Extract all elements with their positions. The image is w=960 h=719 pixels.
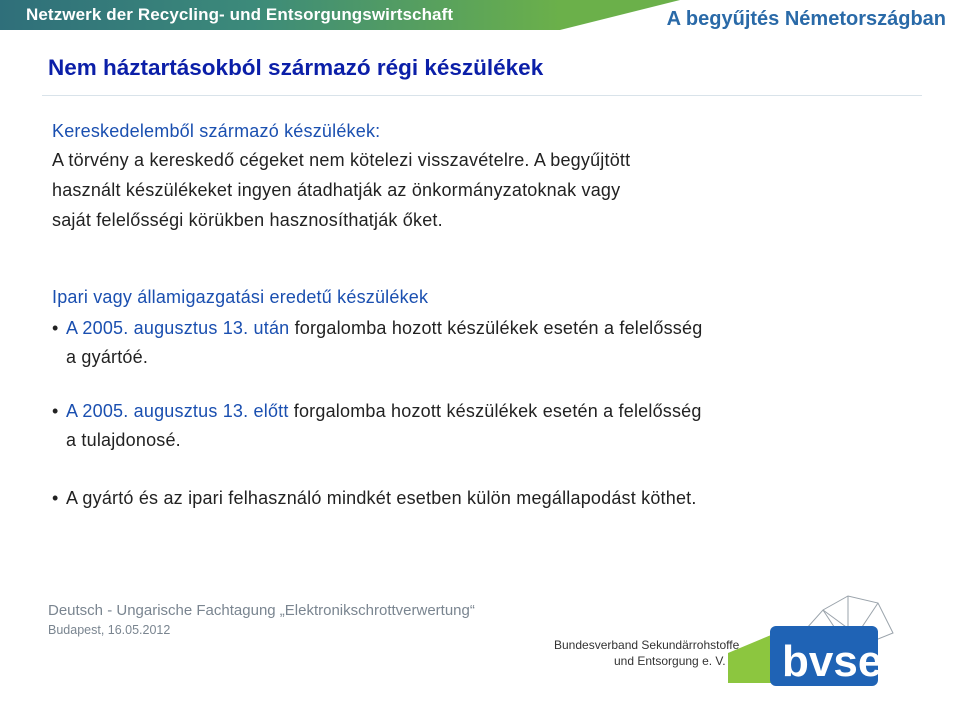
logo-org-line-2: und Entsorgung e. V. — [614, 654, 726, 668]
logo-text: bvse — [782, 637, 883, 686]
bullet-text-after: forgalomba hozott készülékek esetén a felelősség — [289, 318, 703, 338]
bullet-dot-icon: • — [52, 401, 59, 421]
retail-line-1: A törvény a kereskedő cégeket nem kötelezi visszavételre. A begyűjtött — [52, 150, 631, 170]
retail-heading: Kereskedelemből származó készülékek: — [52, 121, 381, 141]
bullet-agreement — [52, 484, 952, 513]
header-bar — [0, 0, 960, 38]
divider — [42, 95, 922, 96]
network-title: Netzwerk der Recycling- und Entsorgungswirtschaft — [26, 5, 454, 24]
topic-title: A begyűjtés Németországban — [666, 8, 946, 30]
bullet-after-date — [52, 314, 932, 372]
industrial-heading: Ipari vagy államigazgatási eredetű készülékek — [52, 287, 429, 307]
footer-event: Deutsch - Ungarische Fachtagung „Elektronikschrottverwertung“ — [48, 602, 475, 619]
bvse-logo — [548, 588, 948, 698]
logo-org-line-1: Bundesverband Sekundärrohstoffe — [554, 638, 740, 652]
bullet-date-after: A 2005. augusztus 13. után — [66, 318, 290, 338]
bullet-dot-icon: • — [52, 318, 59, 338]
retail-line-2: használt készülékeket ingyen átadhatják az önkormányzatoknak vagy — [52, 180, 621, 200]
bullet-cont-before: a tulajdonosé. — [66, 430, 181, 450]
retail-line-3: saját felelősségi körükben hasznosíthatják őket. — [52, 210, 443, 230]
retail-body — [52, 145, 912, 235]
bullet-text-before: forgalomba hozott készülékek esetén a felelősség — [288, 401, 702, 421]
bullet-dot-icon: • — [52, 488, 59, 508]
bullet-date-before: A 2005. augusztus 13. előtt — [66, 401, 289, 421]
bullet-cont-after: a gyártóé. — [66, 347, 149, 367]
bullet-before-date — [52, 397, 942, 455]
slide-title: Nem háztartásokból származó régi készülékek — [48, 55, 544, 80]
bullet-agreement-text: A gyártó és az ipari felhasználó mindkét esetben külön megállapodást köthet. — [66, 488, 697, 508]
footer-date: Budapest, 16.05.2012 — [48, 623, 171, 637]
